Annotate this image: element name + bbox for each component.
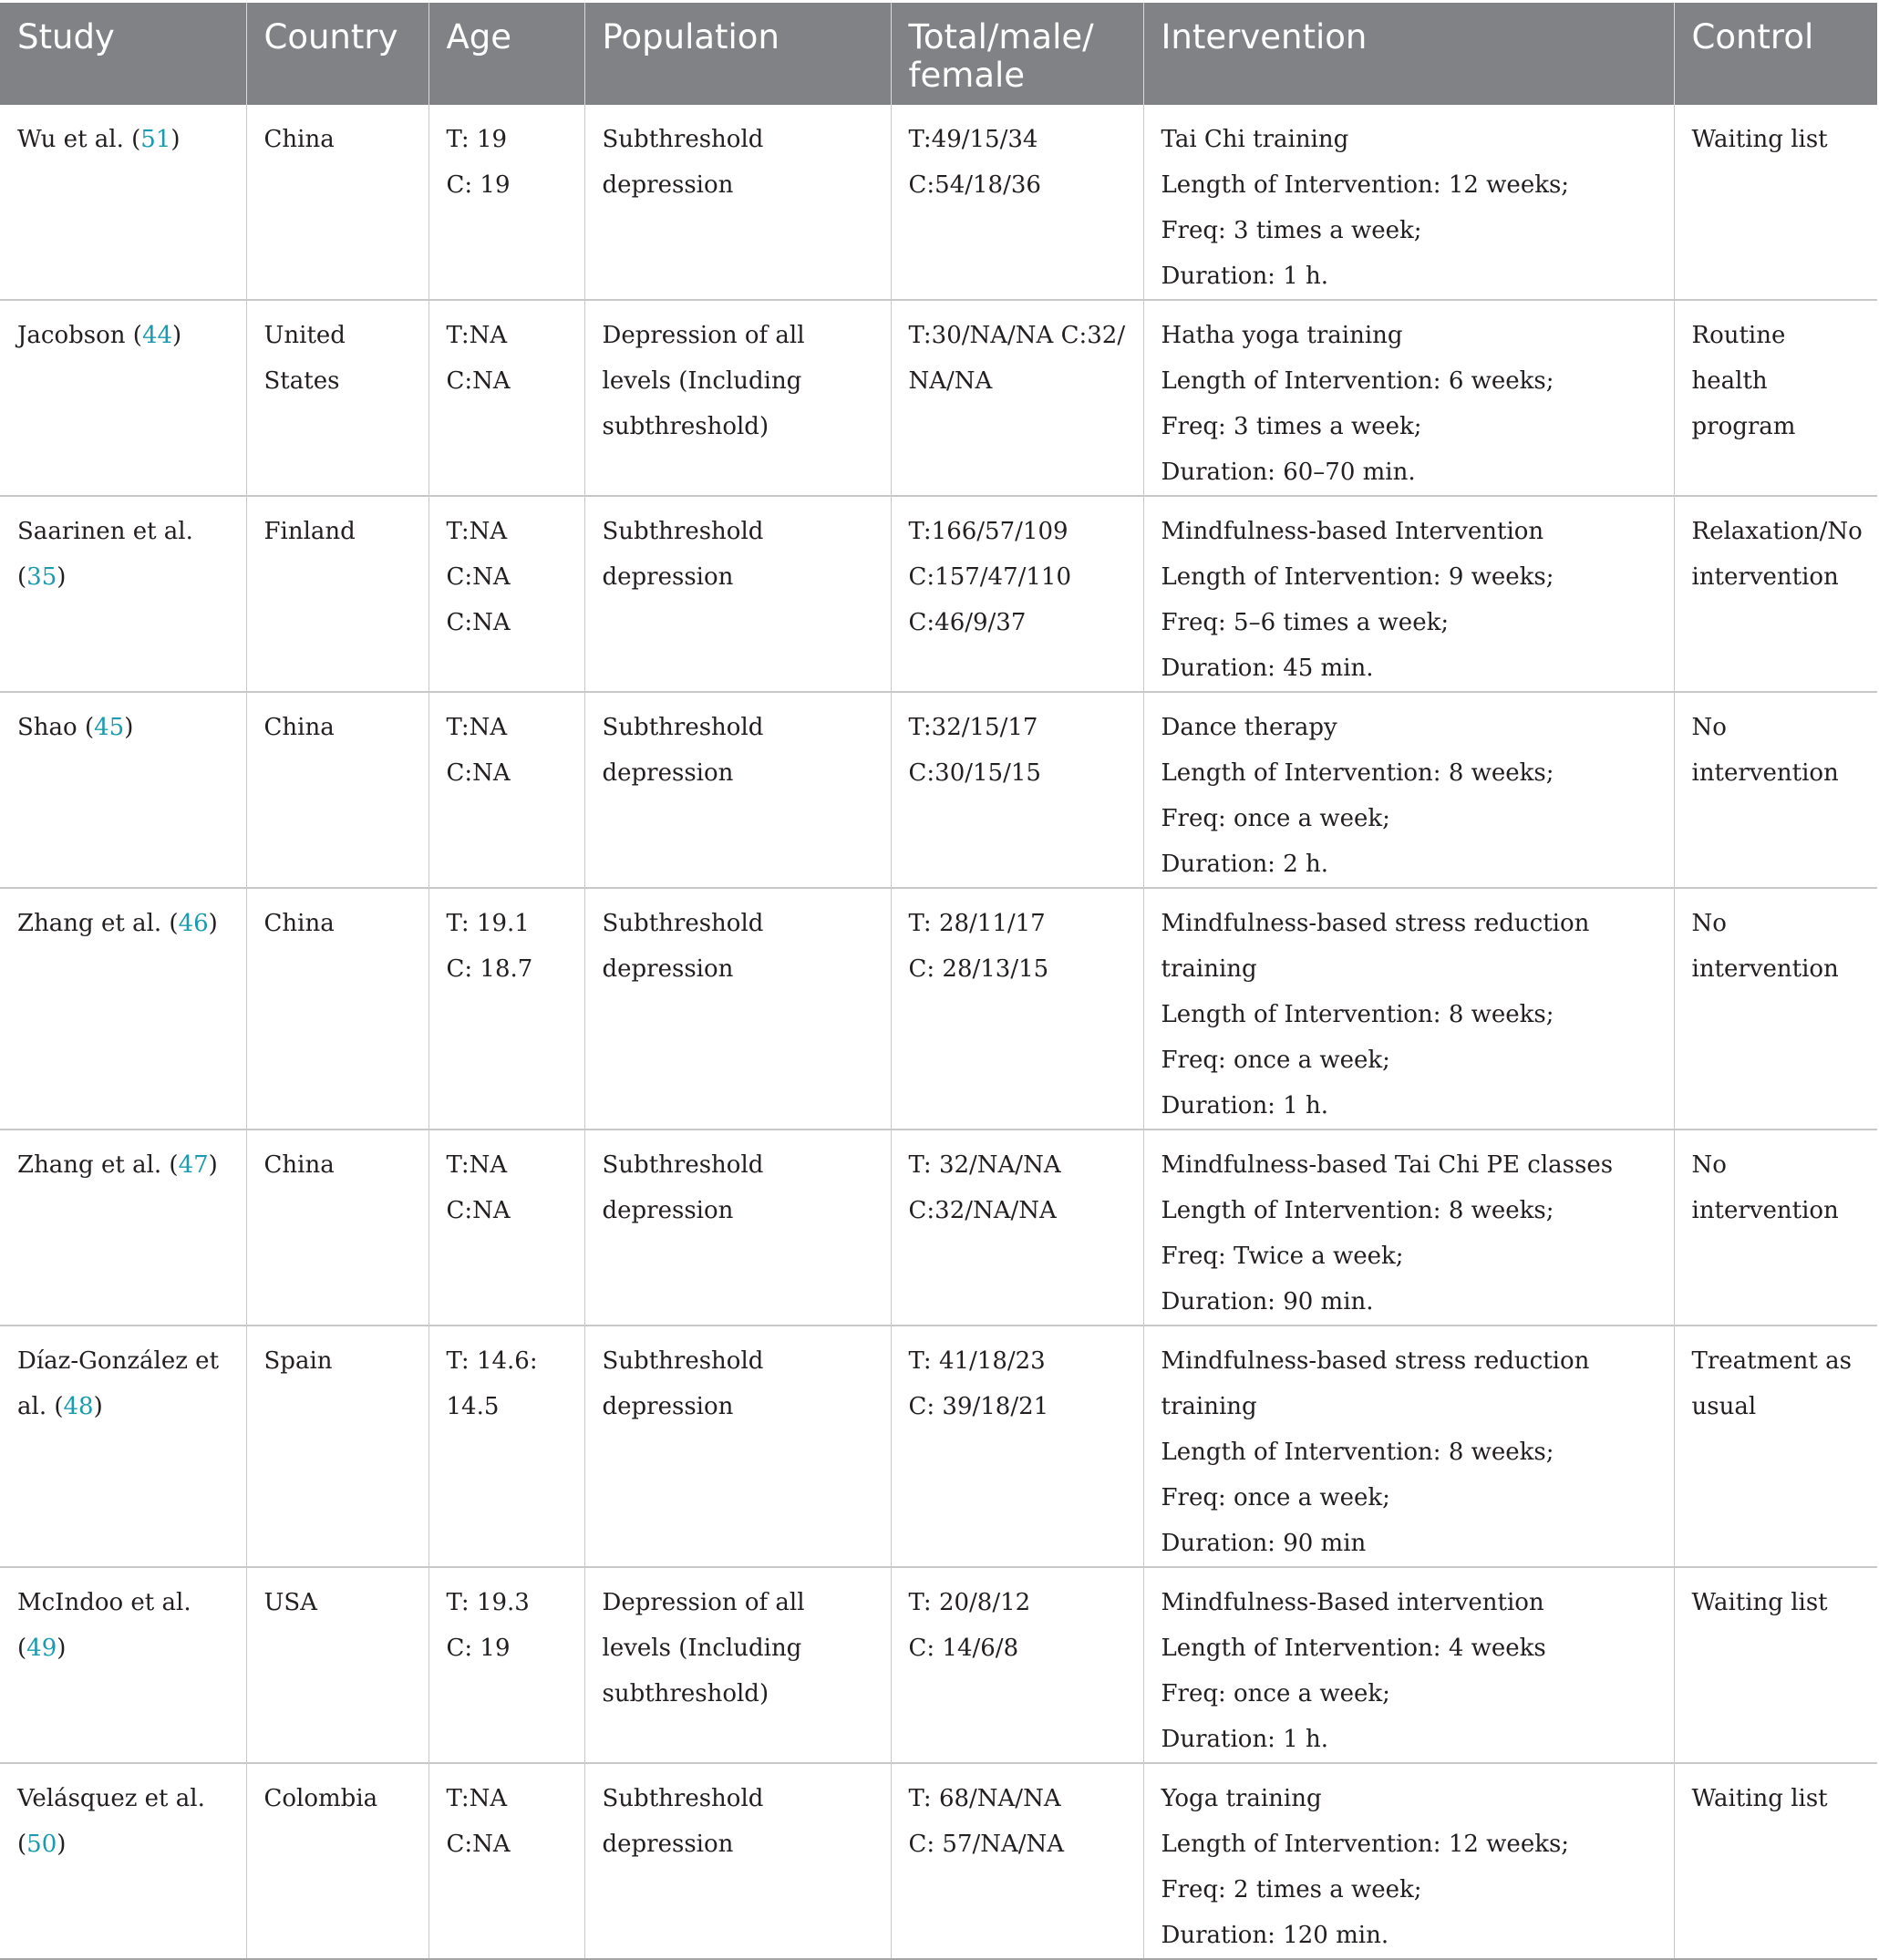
study-name: Díaz-González et al. (: [17, 1347, 220, 1420]
intervention-line: Mindfulness-based Intervention: [1161, 518, 1544, 545]
cell-intervention: [1143, 692, 1674, 888]
study-name-suffix: ): [170, 126, 181, 153]
age-line: C:NA: [446, 367, 511, 395]
cell-age: [428, 300, 584, 496]
cell-study: [0, 1567, 246, 1763]
cell-study: [0, 1326, 246, 1567]
cell-study: [0, 888, 246, 1130]
reference-link[interactable]: 45: [94, 714, 125, 741]
total-line: T: 41/18/23: [908, 1347, 1046, 1375]
cell-total: [891, 300, 1143, 496]
age-line: C:NA: [446, 1197, 511, 1224]
cell-control: No intervention: [1674, 1130, 1877, 1326]
intervention-line: Length of Intervention: 12 weeks;: [1161, 171, 1570, 199]
cell-intervention: [1143, 1130, 1674, 1326]
cell-age: [428, 1130, 584, 1326]
total-line: C: 28/13/15: [908, 955, 1049, 983]
header-total-line1: Total/male/: [908, 17, 1094, 57]
intervention-line: Duration: 1 h.: [1161, 1092, 1329, 1119]
intervention-line: Freq: 2 times a week;: [1161, 1876, 1422, 1903]
cell-control: Treatment as usual: [1674, 1326, 1877, 1567]
age-line: C: 19: [446, 171, 511, 199]
study-name: McIndoo et al. (: [17, 1589, 191, 1662]
table-row: [0, 300, 1877, 496]
total-line: T:166/57/109: [908, 518, 1069, 545]
cell-study: [0, 1130, 246, 1326]
study-name: Saarinen et al. (: [17, 518, 193, 591]
total-line: C: 57/NA/NA: [908, 1831, 1065, 1858]
intervention-line: Freq: 3 times a week;: [1161, 413, 1422, 440]
study-name-suffix: ): [93, 1393, 103, 1420]
study-name: Jacobson (: [17, 322, 142, 349]
cell-total: [891, 105, 1143, 300]
cell-control: Routine health program: [1674, 300, 1877, 496]
age-line: T: 19.1: [446, 910, 530, 937]
study-name-suffix: ): [124, 714, 134, 741]
reference-link[interactable]: 48: [63, 1393, 94, 1420]
cell-country: USA: [246, 1567, 428, 1763]
reference-link[interactable]: 46: [178, 910, 209, 937]
cell-study: [0, 300, 246, 496]
cell-study: [0, 496, 246, 692]
reference-link[interactable]: 51: [140, 126, 171, 153]
cell-age: [428, 496, 584, 692]
header-country: Country: [246, 3, 428, 105]
intervention-line: Length of Intervention: 8 weeks;: [1161, 759, 1554, 787]
intervention-line: Length of Intervention: 8 weeks;: [1161, 1001, 1554, 1028]
age-line: T:NA: [446, 518, 508, 545]
table-row: [0, 496, 1877, 692]
reference-link[interactable]: 44: [141, 322, 173, 349]
intervention-line: Duration: 1 h.: [1161, 263, 1329, 290]
cell-population: Subthreshold depression: [584, 1130, 891, 1326]
cell-control: Waiting list: [1674, 1567, 1877, 1763]
age-line: T: 19.3: [446, 1589, 530, 1616]
header-intervention: Intervention: [1143, 3, 1674, 105]
total-line: T:49/15/34: [908, 126, 1038, 153]
total-line: C:157/47/110: [908, 563, 1072, 591]
cell-intervention: [1143, 105, 1674, 300]
intervention-line: Duration: 60–70 min.: [1161, 459, 1416, 486]
table-row: [0, 1130, 1877, 1326]
cell-population: Subthreshold depression: [584, 1763, 891, 1959]
table-row: [0, 1567, 1877, 1763]
intervention-line: Mindfulness-based stress reduction training: [1161, 910, 1597, 983]
total-line: C:30/15/15: [908, 759, 1041, 787]
cell-population: Subthreshold depression: [584, 1326, 891, 1567]
cell-population: Subthreshold depression: [584, 105, 891, 300]
study-name-suffix: ): [57, 1831, 67, 1858]
table-row: [0, 692, 1877, 888]
reference-link[interactable]: 49: [26, 1635, 57, 1662]
cell-total: [891, 496, 1143, 692]
reference-link[interactable]: 35: [26, 563, 57, 591]
table-row: [0, 1763, 1877, 1959]
cell-total: [891, 1130, 1143, 1326]
cell-intervention: [1143, 1326, 1674, 1567]
header-study: Study: [0, 3, 246, 105]
age-line: C:NA: [446, 563, 511, 591]
age-line: C: 18.7: [446, 955, 533, 983]
cell-control: Waiting list: [1674, 1763, 1877, 1959]
table-row: [0, 105, 1877, 300]
cell-age: [428, 692, 584, 888]
cell-total: [891, 1567, 1143, 1763]
cell-age: [428, 1326, 584, 1567]
age-line: C: 19: [446, 1635, 511, 1662]
reference-link[interactable]: 50: [26, 1831, 57, 1858]
age-line: T:NA: [446, 1785, 508, 1812]
intervention-line: Freq: once a week;: [1161, 1680, 1390, 1707]
cell-total: [891, 1326, 1143, 1567]
intervention-line: Mindfulness-based stress reduction training: [1161, 1347, 1597, 1420]
cell-country: Spain: [246, 1326, 428, 1567]
cell-control: No intervention: [1674, 692, 1877, 888]
study-name-suffix: ): [57, 563, 67, 591]
intervention-line: Duration: 90 min: [1161, 1530, 1367, 1557]
study-name: Velásquez et al. (: [17, 1785, 205, 1858]
total-line: T: 28/11/17: [908, 910, 1046, 937]
total-line: T: 20/8/12: [908, 1589, 1031, 1616]
total-line: C:32/NA/NA: [908, 1197, 1057, 1224]
table-body: [0, 105, 1877, 1959]
intervention-line: Yoga training: [1161, 1785, 1322, 1812]
age-line: C:NA: [446, 759, 511, 787]
total-line: C: 14/6/8: [908, 1635, 1019, 1662]
cell-control: Relaxation/No intervention: [1674, 496, 1877, 692]
intervention-line: Freq: once a week;: [1161, 1484, 1390, 1511]
header-age: Age: [428, 3, 584, 105]
cell-country: China: [246, 1130, 428, 1326]
cell-age: [428, 105, 584, 300]
intervention-line: Tai Chi training: [1161, 126, 1349, 153]
study-name-suffix: ): [208, 910, 218, 937]
intervention-line: Dance therapy: [1161, 714, 1337, 741]
cell-age: [428, 888, 584, 1130]
cell-population: Depression of all levels (Including subthreshold): [584, 300, 891, 496]
reference-link[interactable]: 47: [178, 1151, 209, 1179]
total-line: NA/NA: [908, 367, 993, 395]
age-line: T:NA: [446, 714, 508, 741]
intervention-line: Mindfulness-Based intervention: [1161, 1589, 1544, 1616]
header-population: Population: [584, 3, 891, 105]
cell-country: Finland: [246, 496, 428, 692]
study-name-suffix: ): [57, 1635, 67, 1662]
intervention-line: Duration: 1 h.: [1161, 1726, 1329, 1753]
cell-country: United States: [246, 300, 428, 496]
study-name: Shao (: [17, 714, 95, 741]
intervention-line: Length of Intervention: 9 weeks;: [1161, 563, 1554, 591]
intervention-line: Length of Intervention: 8 weeks;: [1161, 1197, 1554, 1224]
cell-population: Subthreshold depression: [584, 496, 891, 692]
cell-control: No intervention: [1674, 888, 1877, 1130]
study-name: Wu et al. (: [17, 126, 141, 153]
intervention-line: Length of Intervention: 8 weeks;: [1161, 1439, 1554, 1466]
intervention-line: Length of Intervention: 4 weeks: [1161, 1635, 1546, 1662]
age-line: T:NA: [446, 322, 508, 349]
cell-intervention: [1143, 1763, 1674, 1959]
intervention-line: Duration: 2 h.: [1161, 851, 1329, 878]
intervention-line: Duration: 45 min.: [1161, 655, 1374, 682]
cell-age: [428, 1567, 584, 1763]
cell-intervention: [1143, 300, 1674, 496]
table-header: [0, 3, 1877, 105]
cell-study: [0, 1763, 246, 1959]
study-name: Zhang et al. (: [17, 910, 179, 937]
cell-population: Subthreshold depression: [584, 888, 891, 1130]
header-total-male-female: [891, 3, 1143, 105]
age-line: T: 19: [446, 126, 508, 153]
cell-age: [428, 1763, 584, 1959]
intervention-line: Duration: 120 min.: [1161, 1922, 1389, 1949]
cell-intervention: [1143, 496, 1674, 692]
intervention-line: Freq: once a week;: [1161, 805, 1390, 832]
cell-country: China: [246, 888, 428, 1130]
cell-study: [0, 105, 246, 300]
age-line: C:NA: [446, 1831, 511, 1858]
cell-total: [891, 888, 1143, 1130]
total-line: T: 32/NA/NA: [908, 1151, 1061, 1179]
total-line: T:32/15/17: [908, 714, 1038, 741]
cell-country: Colombia: [246, 1763, 428, 1959]
total-line: C:46/9/37: [908, 609, 1027, 636]
intervention-line: Mindfulness-based Tai Chi PE classes: [1161, 1151, 1614, 1179]
cell-total: [891, 692, 1143, 888]
cell-intervention: [1143, 888, 1674, 1130]
cell-intervention: [1143, 1567, 1674, 1763]
intervention-line: Hatha yoga training: [1161, 322, 1403, 349]
study-name: Zhang et al. (: [17, 1151, 179, 1179]
intervention-line: Freq: once a week;: [1161, 1047, 1390, 1074]
age-line: T:NA: [446, 1151, 508, 1179]
intervention-line: Freq: 5–6 times a week;: [1161, 609, 1450, 636]
cell-country: China: [246, 692, 428, 888]
table-row: [0, 1326, 1877, 1567]
intervention-line: Duration: 90 min.: [1161, 1288, 1374, 1315]
cell-control: Waiting list: [1674, 105, 1877, 300]
cell-total: [891, 1763, 1143, 1959]
cell-country: China: [246, 105, 428, 300]
cell-study: [0, 692, 246, 888]
cell-population: Subthreshold depression: [584, 692, 891, 888]
header-total-line2: female: [908, 56, 1026, 95]
age-line: 14.5: [446, 1393, 500, 1420]
total-line: C:54/18/36: [908, 171, 1041, 199]
age-line: T: 14.6:: [446, 1347, 538, 1375]
intervention-line: Freq: 3 times a week;: [1161, 217, 1422, 244]
total-line: T:30/NA/NA C:32/: [908, 322, 1126, 349]
intervention-line: Length of Intervention: 6 weeks;: [1161, 367, 1554, 395]
age-line: C:NA: [446, 609, 511, 636]
header-control: Control: [1674, 3, 1877, 105]
studies-table: [0, 3, 1877, 1960]
table-row: [0, 888, 1877, 1130]
intervention-line: Length of Intervention: 12 weeks;: [1161, 1831, 1570, 1858]
study-name-suffix: ): [172, 322, 182, 349]
total-line: T: 68/NA/NA: [908, 1785, 1061, 1812]
intervention-line: Freq: Twice a week;: [1161, 1243, 1404, 1270]
cell-population: Depression of all levels (Including subthreshold): [584, 1567, 891, 1763]
study-name-suffix: ): [208, 1151, 218, 1179]
total-line: C: 39/18/21: [908, 1393, 1049, 1420]
